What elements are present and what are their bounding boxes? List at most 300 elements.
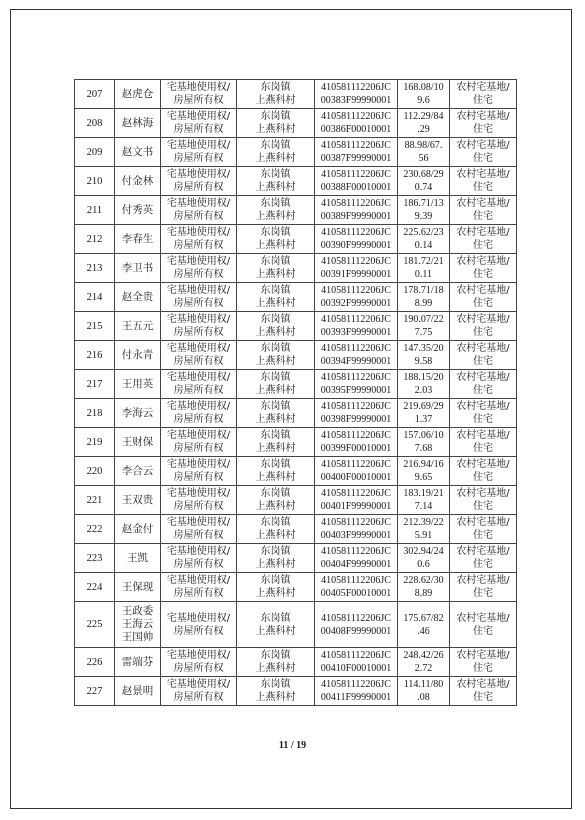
right-type-line: 房屋所有权 xyxy=(173,588,224,599)
parcel-code-line: 00410F00010001 xyxy=(320,663,392,674)
location-line: 上燕科村 xyxy=(255,414,296,425)
location-line: 上燕科村 xyxy=(255,211,296,222)
land-use-line: 住宅 xyxy=(473,414,493,425)
area-value-line: 2.72 xyxy=(414,663,433,674)
right-type-line: 房屋所有权 xyxy=(173,182,224,193)
right-type-line: 宅基地使用权/ xyxy=(166,198,231,209)
land-use-line: 农村宅基地/ xyxy=(456,612,510,624)
right-type-line: 房屋所有权 xyxy=(173,385,224,396)
right-type-line: 宅基地使用权/ xyxy=(166,140,231,151)
area-value-line: 112.29/84 xyxy=(403,111,444,122)
land-use-cell xyxy=(450,370,517,399)
location-cell xyxy=(237,544,315,573)
property-register-table xyxy=(74,79,517,706)
area-value-cell xyxy=(398,648,450,677)
area-value-line: 219.69/29 xyxy=(403,401,444,412)
area-value-cell xyxy=(398,341,450,370)
table-row xyxy=(75,196,517,225)
location-cell xyxy=(237,486,315,515)
table-row xyxy=(75,677,517,706)
area-value-cell xyxy=(398,196,450,225)
land-use-cell xyxy=(450,428,517,457)
right-type-line: 房屋所有权 xyxy=(173,240,224,251)
table-row xyxy=(75,648,517,677)
owner-name-line: 王用英 xyxy=(121,377,154,390)
land-use-cell xyxy=(450,341,517,370)
land-use-cell xyxy=(450,515,517,544)
land-use-cell xyxy=(450,283,517,312)
area-value-line: 9.65 xyxy=(414,472,433,483)
land-use-cell xyxy=(450,648,517,677)
land-use-cell xyxy=(450,312,517,341)
right-type-line: 房屋所有权 xyxy=(173,472,224,483)
table-row xyxy=(75,457,517,486)
area-value-cell xyxy=(398,399,450,428)
owner-name-cell xyxy=(115,428,161,457)
land-use-line: 农村宅基地/ xyxy=(456,517,510,528)
land-use-line: 住宅 xyxy=(473,182,493,193)
area-value-line: 302.94/24 xyxy=(403,546,444,557)
area-value-line: 56 xyxy=(418,153,429,164)
owner-name-line: 付永青 xyxy=(121,348,154,361)
parcel-code-line: 00401F99990001 xyxy=(320,501,392,512)
owner-name-line: 王政委 xyxy=(121,605,154,617)
owner-name-line: 赵全贵 xyxy=(121,290,154,303)
area-value-cell xyxy=(398,283,450,312)
area-value-line: 88.98/67. xyxy=(404,140,443,151)
parcel-code-cell xyxy=(315,138,398,167)
right-type-line: 宅基地使用权/ xyxy=(166,612,231,624)
right-type-line: 房屋所有权 xyxy=(173,95,224,106)
location-line: 上燕科村 xyxy=(255,356,296,367)
location-line: 东岗镇 xyxy=(260,372,291,383)
area-value-line: 0.74 xyxy=(414,182,433,193)
area-value-line: 183.19/21 xyxy=(403,488,444,499)
right-type-line: 房屋所有权 xyxy=(173,298,224,309)
right-type-line: 房屋所有权 xyxy=(173,692,224,703)
area-value-line: .46 xyxy=(417,625,430,637)
land-use-cell xyxy=(450,486,517,515)
area-value-line: 228.62/30 xyxy=(403,575,444,586)
land-use-line: 住宅 xyxy=(473,124,493,135)
land-use-cell xyxy=(450,399,517,428)
location-line: 上燕科村 xyxy=(255,625,296,637)
right-type-line: 宅基地使用权/ xyxy=(166,517,231,528)
row-number-cell: 226 xyxy=(75,648,115,677)
owner-name-line: 王凯 xyxy=(127,551,148,564)
land-use-line: 住宅 xyxy=(473,501,493,512)
location-line: 东岗镇 xyxy=(260,314,291,325)
parcel-code-line: 00388F00010001 xyxy=(320,182,392,193)
parcel-code-line: 410581112206JC xyxy=(321,227,391,238)
table-row xyxy=(75,428,517,457)
owner-name-cell xyxy=(115,138,161,167)
parcel-code-cell xyxy=(315,341,398,370)
land-use-line: 住宅 xyxy=(473,269,493,280)
land-use-line: 农村宅基地/ xyxy=(456,314,510,325)
table-row xyxy=(75,109,517,138)
area-value-cell xyxy=(398,225,450,254)
land-use-line: 农村宅基地/ xyxy=(456,111,510,122)
row-number-cell: 210 xyxy=(75,167,115,196)
location-cell xyxy=(237,167,315,196)
land-use-cell xyxy=(450,138,517,167)
right-type-cell xyxy=(161,283,237,312)
parcel-code-line: 410581112206JC xyxy=(321,198,391,209)
parcel-code-line: 410581112206JC xyxy=(321,82,391,93)
location-line: 上燕科村 xyxy=(255,443,296,454)
area-value-line: 188.15/20 xyxy=(403,372,444,383)
right-type-line: 宅基地使用权/ xyxy=(166,488,231,499)
owner-name-cell xyxy=(115,677,161,706)
right-type-line: 宅基地使用权/ xyxy=(166,546,231,557)
owner-name-line: 李海云 xyxy=(121,406,154,419)
right-type-cell xyxy=(161,399,237,428)
location-line: 上燕科村 xyxy=(255,124,296,135)
table-row xyxy=(75,254,517,283)
right-type-line: 房屋所有权 xyxy=(173,124,224,135)
parcel-code-line: 00392F99990001 xyxy=(320,298,392,309)
parcel-code-cell xyxy=(315,283,398,312)
parcel-code-line: 00399F00010001 xyxy=(320,443,392,454)
parcel-code-cell xyxy=(315,312,398,341)
right-type-line: 房屋所有权 xyxy=(173,269,224,280)
table-row xyxy=(75,283,517,312)
location-cell xyxy=(237,457,315,486)
land-use-line: 农村宅基地/ xyxy=(456,256,510,267)
area-value-line: 175.67/82 xyxy=(403,612,444,624)
parcel-code-line: 00408F99990001 xyxy=(320,625,392,637)
table-row xyxy=(75,573,517,602)
parcel-code-line: 00404F99990001 xyxy=(320,559,392,570)
location-line: 上燕科村 xyxy=(255,298,296,309)
table-row xyxy=(75,80,517,109)
parcel-code-cell xyxy=(315,677,398,706)
area-value-cell xyxy=(398,80,450,109)
location-cell xyxy=(237,109,315,138)
area-value-line: 7.68 xyxy=(414,443,433,454)
land-use-line: 住宅 xyxy=(473,211,493,222)
parcel-code-line: 00400F00010001 xyxy=(320,472,392,483)
owner-name-line: 李合云 xyxy=(121,464,154,477)
owner-name-cell xyxy=(115,602,161,648)
location-line: 上燕科村 xyxy=(255,385,296,396)
land-use-line: 住宅 xyxy=(473,588,493,599)
row-number-cell: 223 xyxy=(75,544,115,573)
parcel-code-line: 410581112206JC xyxy=(321,575,391,586)
location-line: 上燕科村 xyxy=(255,559,296,570)
land-use-line: 农村宅基地/ xyxy=(456,459,510,470)
row-number-cell: 222 xyxy=(75,515,115,544)
right-type-cell xyxy=(161,196,237,225)
area-value-line: 168.08/10 xyxy=(403,82,444,93)
right-type-cell xyxy=(161,515,237,544)
right-type-line: 宅基地使用权/ xyxy=(166,430,231,441)
table-row xyxy=(75,167,517,196)
parcel-code-line: 410581112206JC xyxy=(321,285,391,296)
land-use-line: 住宅 xyxy=(473,443,493,454)
location-cell xyxy=(237,80,315,109)
area-value-cell xyxy=(398,312,450,341)
parcel-code-line: 410581112206JC xyxy=(321,679,391,690)
location-line: 东岗镇 xyxy=(260,140,291,151)
right-type-line: 宅基地使用权/ xyxy=(166,679,231,690)
right-type-cell xyxy=(161,457,237,486)
row-number-cell: 212 xyxy=(75,225,115,254)
location-cell xyxy=(237,254,315,283)
area-value-line: 216.94/16 xyxy=(403,459,444,470)
location-line: 东岗镇 xyxy=(260,488,291,499)
area-value-line: 9.39 xyxy=(414,211,433,222)
parcel-code-line: 410581112206JC xyxy=(321,612,391,624)
owner-name-cell xyxy=(115,225,161,254)
owner-name-cell xyxy=(115,399,161,428)
location-cell xyxy=(237,677,315,706)
area-value-cell xyxy=(398,254,450,283)
parcel-code-line: 00403F99990001 xyxy=(320,530,392,541)
location-cell xyxy=(237,648,315,677)
parcel-code-line: 00387F99990001 xyxy=(320,153,392,164)
land-use-line: 农村宅基地/ xyxy=(456,285,510,296)
parcel-code-line: 00395F99990001 xyxy=(320,385,392,396)
row-number-cell: 224 xyxy=(75,573,115,602)
land-use-line: 住宅 xyxy=(473,625,493,637)
location-cell xyxy=(237,196,315,225)
owner-name-cell xyxy=(115,109,161,138)
row-number-cell: 225 xyxy=(75,602,115,648)
location-line: 上燕科村 xyxy=(255,153,296,164)
right-type-line: 房屋所有权 xyxy=(173,559,224,570)
location-line: 东岗镇 xyxy=(260,546,291,557)
land-use-cell xyxy=(450,109,517,138)
area-value-cell xyxy=(398,370,450,399)
parcel-code-line: 410581112206JC xyxy=(321,140,391,151)
right-type-line: 宅基地使用权/ xyxy=(166,111,231,122)
owner-name-cell xyxy=(115,196,161,225)
parcel-code-line: 00389F99990001 xyxy=(320,211,392,222)
right-type-cell xyxy=(161,341,237,370)
parcel-code-line: 00398F99990001 xyxy=(320,414,392,425)
row-number-cell: 227 xyxy=(75,677,115,706)
location-cell xyxy=(237,312,315,341)
parcel-code-line: 410581112206JC xyxy=(321,401,391,412)
owner-name-line: 王保现 xyxy=(121,580,154,593)
parcel-code-line: 410581112206JC xyxy=(321,372,391,383)
location-line: 东岗镇 xyxy=(260,575,291,586)
owner-name-line: 雷端芬 xyxy=(121,655,154,668)
location-line: 东岗镇 xyxy=(260,169,291,180)
area-value-cell xyxy=(398,428,450,457)
parcel-code-line: 00394F99990001 xyxy=(320,356,392,367)
land-use-line: 住宅 xyxy=(473,298,493,309)
row-number-cell: 219 xyxy=(75,428,115,457)
location-cell xyxy=(237,602,315,648)
owner-name-cell xyxy=(115,254,161,283)
area-value-line: 9.58 xyxy=(414,356,433,367)
right-type-cell xyxy=(161,370,237,399)
owner-name-line: 付秀英 xyxy=(121,203,154,216)
area-value-cell xyxy=(398,138,450,167)
land-use-cell xyxy=(450,677,517,706)
parcel-code-cell xyxy=(315,602,398,648)
area-value-line: 8.89 xyxy=(414,588,433,599)
right-type-line: 宅基地使用权/ xyxy=(166,459,231,470)
parcel-code-line: 00383F99990001 xyxy=(320,95,392,106)
location-line: 东岗镇 xyxy=(260,285,291,296)
right-type-line: 房屋所有权 xyxy=(173,327,224,338)
row-number-cell: 211 xyxy=(75,196,115,225)
land-use-cell xyxy=(450,225,517,254)
location-line: 东岗镇 xyxy=(260,430,291,441)
parcel-code-cell xyxy=(315,573,398,602)
location-cell xyxy=(237,515,315,544)
right-type-line: 房屋所有权 xyxy=(173,625,224,637)
land-use-cell xyxy=(450,80,517,109)
parcel-code-line: 00411F99990001 xyxy=(320,692,392,703)
land-use-line: 农村宅基地/ xyxy=(456,650,510,661)
right-type-line: 房屋所有权 xyxy=(173,443,224,454)
area-value-line: 147.35/20 xyxy=(403,343,444,354)
right-type-cell xyxy=(161,428,237,457)
area-value-cell xyxy=(398,109,450,138)
land-use-line: 住宅 xyxy=(473,95,493,106)
land-use-line: 住宅 xyxy=(473,240,493,251)
location-line: 东岗镇 xyxy=(260,612,291,624)
owner-name-line: 王五元 xyxy=(121,319,154,332)
right-type-line: 房屋所有权 xyxy=(173,530,224,541)
right-type-cell xyxy=(161,677,237,706)
land-use-cell xyxy=(450,254,517,283)
area-value-cell xyxy=(398,457,450,486)
right-type-cell xyxy=(161,138,237,167)
parcel-code-cell xyxy=(315,254,398,283)
owner-name-line: 付金林 xyxy=(121,174,154,187)
location-line: 上燕科村 xyxy=(255,327,296,338)
parcel-code-cell xyxy=(315,167,398,196)
location-line: 东岗镇 xyxy=(260,459,291,470)
row-number-cell: 209 xyxy=(75,138,115,167)
parcel-code-line: 410581112206JC xyxy=(321,650,391,661)
owner-name-line: 王财保 xyxy=(121,435,154,448)
right-type-cell xyxy=(161,225,237,254)
land-use-cell xyxy=(450,573,517,602)
area-value-cell xyxy=(398,167,450,196)
right-type-cell xyxy=(161,573,237,602)
location-line: 上燕科村 xyxy=(255,269,296,280)
row-number-cell: 213 xyxy=(75,254,115,283)
area-value-line: 157.06/10 xyxy=(403,430,444,441)
area-value-cell xyxy=(398,544,450,573)
area-value-line: 225.62/23 xyxy=(403,227,444,238)
area-value-line: 8.99 xyxy=(414,298,433,309)
location-cell xyxy=(237,399,315,428)
right-type-line: 宅基地使用权/ xyxy=(166,401,231,412)
right-type-cell xyxy=(161,109,237,138)
area-value-line: 181.72/21 xyxy=(403,256,444,267)
area-value-line: 7.14 xyxy=(414,501,433,512)
area-value-line: 248.42/26 xyxy=(403,650,444,661)
parcel-code-line: 00405F00010001 xyxy=(320,588,392,599)
location-line: 上燕科村 xyxy=(255,240,296,251)
land-use-line: 住宅 xyxy=(473,559,493,570)
parcel-code-cell xyxy=(315,225,398,254)
location-cell xyxy=(237,370,315,399)
area-value-cell xyxy=(398,677,450,706)
parcel-code-line: 410581112206JC xyxy=(321,169,391,180)
row-number-cell: 216 xyxy=(75,341,115,370)
land-use-line: 农村宅基地/ xyxy=(456,488,510,499)
area-value-line: 190.07/22 xyxy=(403,314,444,325)
area-value-cell xyxy=(398,573,450,602)
parcel-code-cell xyxy=(315,109,398,138)
land-use-line: 住宅 xyxy=(473,385,493,396)
area-value-line: 1.37 xyxy=(414,414,433,425)
right-type-line: 宅基地使用权/ xyxy=(166,343,231,354)
parcel-code-cell xyxy=(315,457,398,486)
location-cell xyxy=(237,341,315,370)
location-line: 东岗镇 xyxy=(260,650,291,661)
owner-name-cell xyxy=(115,80,161,109)
area-value-line: 2.03 xyxy=(414,385,433,396)
owner-name-line: 赵文书 xyxy=(121,145,154,158)
table-row xyxy=(75,312,517,341)
right-type-line: 宅基地使用权/ xyxy=(166,82,231,93)
land-use-line: 住宅 xyxy=(473,663,493,674)
row-number-cell: 208 xyxy=(75,109,115,138)
owner-name-line: 王国帅 xyxy=(121,631,154,643)
parcel-code-cell xyxy=(315,544,398,573)
right-type-cell xyxy=(161,312,237,341)
row-number-cell: 207 xyxy=(75,80,115,109)
land-use-line: 住宅 xyxy=(473,530,493,541)
land-use-line: 住宅 xyxy=(473,356,493,367)
parcel-code-line: 410581112206JC xyxy=(321,111,391,122)
location-line: 东岗镇 xyxy=(260,256,291,267)
owner-name-line: 赵林海 xyxy=(121,116,154,129)
land-use-line: 农村宅基地/ xyxy=(456,372,510,383)
land-use-line: 农村宅基地/ xyxy=(456,430,510,441)
parcel-code-line: 410581112206JC xyxy=(321,517,391,528)
location-line: 东岗镇 xyxy=(260,401,291,412)
location-cell xyxy=(237,428,315,457)
area-value-line: 0.14 xyxy=(414,240,433,251)
area-value-cell xyxy=(398,515,450,544)
row-number-cell: 217 xyxy=(75,370,115,399)
table-row xyxy=(75,341,517,370)
owner-name-cell xyxy=(115,648,161,677)
row-number-cell: 220 xyxy=(75,457,115,486)
right-type-cell xyxy=(161,544,237,573)
table-row xyxy=(75,138,517,167)
row-number-cell: 218 xyxy=(75,399,115,428)
right-type-line: 房屋所有权 xyxy=(173,356,224,367)
location-cell xyxy=(237,573,315,602)
area-value-line: 230.68/29 xyxy=(403,169,444,180)
right-type-line: 房屋所有权 xyxy=(173,414,224,425)
location-line: 东岗镇 xyxy=(260,198,291,209)
parcel-code-line: 410581112206JC xyxy=(321,256,391,267)
parcel-code-cell xyxy=(315,515,398,544)
parcel-code-cell xyxy=(315,486,398,515)
right-type-cell xyxy=(161,167,237,196)
parcel-code-line: 410581112206JC xyxy=(321,343,391,354)
page-number: 11 / 19 xyxy=(278,740,307,751)
right-type-cell xyxy=(161,648,237,677)
right-type-cell xyxy=(161,80,237,109)
owner-name-line: 赵景明 xyxy=(121,684,154,697)
location-line: 东岗镇 xyxy=(260,517,291,528)
area-value-line: 212.39/22 xyxy=(403,517,444,528)
